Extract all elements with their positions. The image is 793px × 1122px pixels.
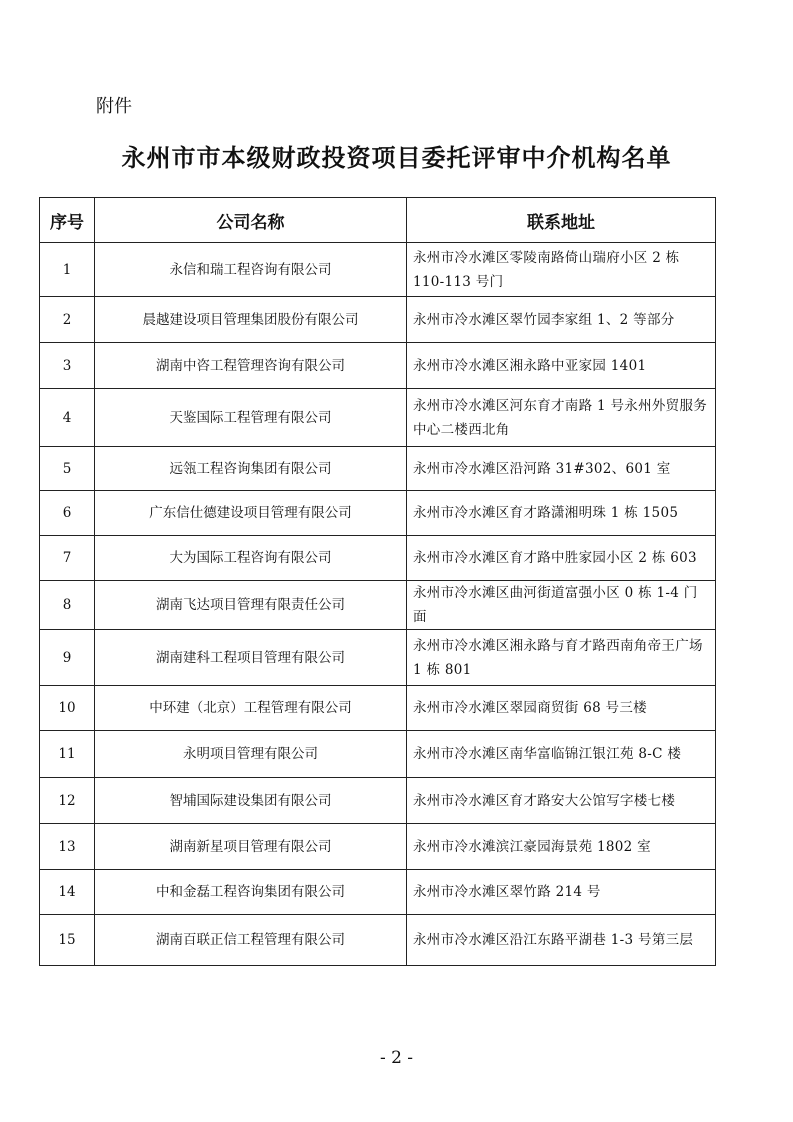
row-number: 6 — [40, 491, 95, 536]
page-number: - 2 - — [379, 1048, 414, 1068]
company-address: 永州市冷水滩区湘永路与育才路西南角帝王广场 1 栋 801 — [407, 630, 716, 686]
header-number: 序号 — [40, 198, 95, 243]
row-number: 2 — [40, 297, 95, 343]
row-number: 10 — [40, 686, 95, 731]
company-name: 永信和瑞工程咨询有限公司 — [95, 243, 407, 297]
company-address: 永州市冷水滩区湘永路中亚家园 1401 — [407, 343, 716, 389]
company-address: 永州市冷水滩区育才路中胜家园小区 2 栋 603 — [407, 536, 716, 581]
row-number: 14 — [40, 870, 95, 915]
row-number: 15 — [40, 915, 95, 966]
company-name: 湖南百联正信工程管理有限公司 — [95, 915, 407, 966]
company-name: 湖南新星项目管理有限公司 — [95, 824, 407, 870]
document-title: 永州市市本级财政投资项目委托评审中介机构名单 — [121, 144, 672, 172]
company-address: 永州市冷水滩区育才路潇湘明珠 1 栋 1505 — [407, 491, 716, 536]
company-name: 大为国际工程咨询有限公司 — [95, 536, 407, 581]
table-row — [40, 389, 716, 447]
table-row — [40, 491, 716, 536]
header-address: 联系地址 — [407, 198, 716, 243]
table-row — [40, 824, 716, 870]
agency-table — [39, 197, 716, 966]
table-row — [40, 630, 716, 686]
company-address: 永州市冷水滩区河东育才南路 1 号永州外贸服务中心二楼西北角 — [407, 389, 716, 447]
table-row — [40, 343, 716, 389]
company-name: 永明项目管理有限公司 — [95, 731, 407, 778]
company-address: 永州市冷水滩区零陵南路倚山瑞府小区 2 栋 110-113 号门 — [407, 243, 716, 297]
company-name: 中环建（北京）工程管理有限公司 — [95, 686, 407, 731]
table-row — [40, 536, 716, 581]
company-address: 永州市冷水滩区翠园商贸街 68 号三楼 — [407, 686, 716, 731]
table-row — [40, 870, 716, 915]
company-name: 晨越建设项目管理集团股份有限公司 — [95, 297, 407, 343]
row-number: 4 — [40, 389, 95, 447]
row-number: 11 — [40, 731, 95, 778]
row-number: 7 — [40, 536, 95, 581]
row-number: 5 — [40, 447, 95, 491]
table-row — [40, 915, 716, 966]
row-number: 12 — [40, 778, 95, 824]
company-name: 天鉴国际工程管理有限公司 — [95, 389, 407, 447]
table-row — [40, 778, 716, 824]
row-number: 13 — [40, 824, 95, 870]
company-name: 湖南飞达项目管理有限责任公司 — [95, 581, 407, 630]
row-number: 9 — [40, 630, 95, 686]
company-name: 湖南建科工程项目管理有限公司 — [95, 630, 407, 686]
company-name: 远瓴工程咨询集团有限公司 — [95, 447, 407, 491]
row-number: 8 — [40, 581, 95, 630]
table-row — [40, 731, 716, 778]
table-row — [40, 297, 716, 343]
table-header-row — [40, 198, 716, 243]
company-name: 广东信仕德建设项目管理有限公司 — [95, 491, 407, 536]
table-row — [40, 686, 716, 731]
attachment-label: 附件 — [96, 96, 132, 117]
company-address: 永州市冷水滩区曲河街道富强小区 0 栋 1-4 门面 — [407, 581, 716, 630]
company-name: 湖南中咨工程管理咨询有限公司 — [95, 343, 407, 389]
table-row — [40, 581, 716, 630]
company-name: 智埔国际建设集团有限公司 — [95, 778, 407, 824]
table-row — [40, 243, 716, 297]
company-address: 永州市冷水滩区育才路安大公馆写字楼七楼 — [407, 778, 716, 824]
company-address: 永州市冷水滩区沿江东路平湖巷 1-3 号第三层 — [407, 915, 716, 966]
company-address: 永州市冷水滩区沿河路 31#302、601 室 — [407, 447, 716, 491]
company-address: 永州市冷水滩区翠竹园李家组 1、2 等部分 — [407, 297, 716, 343]
row-number: 1 — [40, 243, 95, 297]
company-address: 永州市冷水滩区翠竹路 214 号 — [407, 870, 716, 915]
company-name: 中和金磊工程咨询集团有限公司 — [95, 870, 407, 915]
row-number: 3 — [40, 343, 95, 389]
company-address: 永州市冷水滩滨江豪园海景苑 1802 室 — [407, 824, 716, 870]
header-company-name: 公司名称 — [95, 198, 407, 243]
company-address: 永州市冷水滩区南华富临锦江银江苑 8-C 楼 — [407, 731, 716, 778]
table-row — [40, 447, 716, 491]
